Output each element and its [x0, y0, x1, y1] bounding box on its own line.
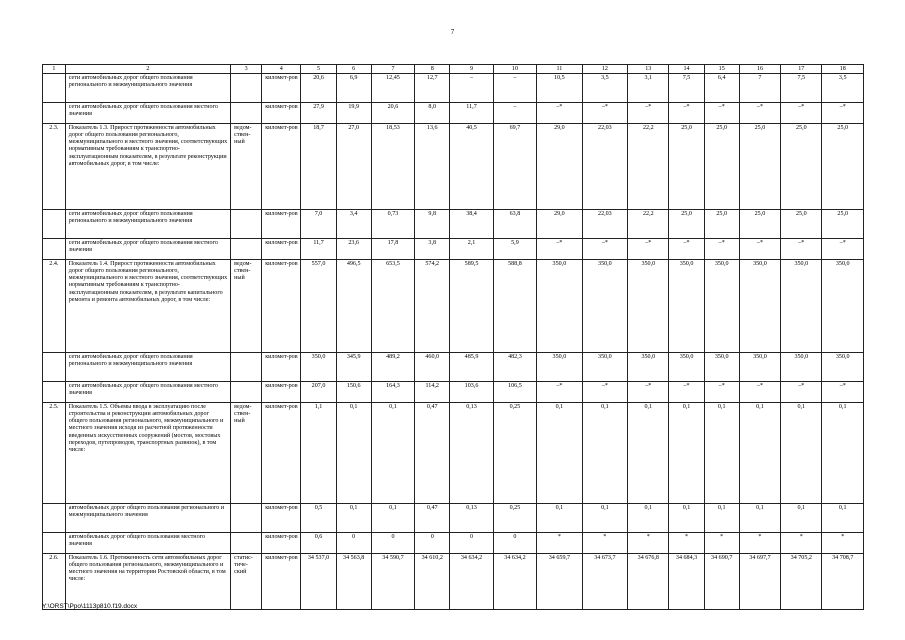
value-cell: 103,6: [450, 382, 493, 403]
indicator-name-cell: Показатель 1.6. Протяженность сети автомобильных дорог общего пользования регионального, межмуниципального и местного значения на территории Ростовской области, в том числе:: [65, 554, 230, 610]
value-cell: 25,0: [822, 210, 864, 239]
value-cell: 350,0: [301, 353, 336, 382]
value-cell: 350,0: [582, 260, 627, 353]
value-cell: 34 708,7: [822, 554, 864, 610]
column-number-row: [43, 65, 864, 74]
column-number-cell: 18: [822, 65, 864, 74]
value-cell: *: [582, 533, 627, 554]
value-cell: –*: [537, 103, 582, 124]
page-number: 7: [450, 28, 455, 36]
value-cell: 34 590,7: [371, 554, 414, 610]
value-cell: 0,73: [371, 210, 414, 239]
value-cell: 40,5: [450, 124, 493, 210]
row-number-cell: [43, 533, 66, 554]
value-cell: 0,1: [336, 504, 371, 533]
value-cell: –*: [669, 103, 704, 124]
value-cell: 12,7: [415, 74, 450, 103]
value-cell: 0,13: [450, 504, 493, 533]
value-cell: –*: [781, 103, 822, 124]
row-number-cell: 2.6.: [43, 554, 66, 610]
value-cell: 0,1: [669, 504, 704, 533]
value-cell: 7,5: [781, 74, 822, 103]
value-cell: 7,5: [669, 74, 704, 103]
value-cell: *: [739, 533, 780, 554]
indicator-name-cell: сети автомобильных дорог общего пользования местного значения: [65, 239, 230, 260]
unit-cell: километ-ров: [262, 260, 301, 353]
value-cell: 0,1: [739, 504, 780, 533]
row-number-cell: 2.3.: [43, 124, 66, 210]
value-cell: 25,0: [739, 124, 780, 210]
value-cell: 7,0: [301, 210, 336, 239]
value-cell: 0: [336, 533, 371, 554]
unit-cell: километ-ров: [262, 382, 301, 403]
value-cell: 0: [450, 533, 493, 554]
value-cell: 34 563,8: [336, 554, 371, 610]
table-row: [43, 74, 864, 103]
value-cell: –*: [628, 103, 669, 124]
value-cell: 557,0: [301, 260, 336, 353]
value-cell: 496,5: [336, 260, 371, 353]
table-row: [43, 210, 864, 239]
data-source-cell: [231, 353, 262, 382]
value-cell: 20,6: [371, 103, 414, 124]
value-cell: 38,4: [450, 210, 493, 239]
row-number-cell: 2.5.: [43, 403, 66, 504]
value-cell: 0,1: [371, 403, 414, 504]
data-source-cell: [231, 382, 262, 403]
column-number-cell: 3: [231, 65, 262, 74]
data-source-cell: ведом-ствен-ный: [231, 260, 262, 353]
value-cell: 350,0: [582, 353, 627, 382]
value-cell: 27,0: [336, 124, 371, 210]
value-cell: 114,2: [415, 382, 450, 403]
data-source-cell: [231, 74, 262, 103]
table-row: [43, 260, 864, 353]
value-cell: 350,0: [704, 260, 739, 353]
indicator-name-cell: сети автомобильных дорог общего пользования местного значения: [65, 382, 230, 403]
indicator-name-cell: Показатель 1.3. Прирост протяженности автомобильных дорог общего пользования регионального, межмуниципального и местного значения, соответствующих нормативным требованиям к транспортно-эксплуатационным показателям, в результате реконструкции автомобильных дорог, в том числе:: [65, 124, 230, 210]
value-cell: 0,25: [493, 504, 536, 533]
value-cell: 25,0: [704, 124, 739, 210]
value-cell: 0,6: [301, 533, 336, 554]
value-cell: 0: [415, 533, 450, 554]
value-cell: 350,0: [628, 353, 669, 382]
value-cell: 460,0: [415, 353, 450, 382]
indicator-name-cell: Показатель 1.4. Прирост протяженности автомобильных дорог общего пользования регионального, межмуниципального и местного значения, соответствующих нормативным требованиям к транспортно-эксплуатационным показателям, в результате капитального ремонта и ремонта автомобильных дорог, в том числе:: [65, 260, 230, 353]
value-cell: 34 697,7: [739, 554, 780, 610]
unit-cell: километ-ров: [262, 239, 301, 260]
table-row: [43, 239, 864, 260]
column-number-cell: 1: [43, 65, 66, 74]
value-cell: 11,7: [450, 103, 493, 124]
data-source-cell: статис-тиче-ский: [231, 554, 262, 610]
value-cell: 27,9: [301, 103, 336, 124]
value-cell: 0,1: [822, 403, 864, 504]
unit-cell: километ-ров: [262, 210, 301, 239]
value-cell: 350,0: [669, 260, 704, 353]
value-cell: 350,0: [822, 260, 864, 353]
value-cell: 19,9: [336, 103, 371, 124]
value-cell: 0,1: [582, 403, 627, 504]
value-cell: 63,8: [493, 210, 536, 239]
indicator-name-cell: Показатель 1.5. Объемы ввода в эксплуатацию после строительства и реконструкции автомобильных дорог общего пользования регионального, межмуниципального и местного значения исходя из расчетной протяженности введенных искусственных сооружений (мостов, мостовых переходов, путепроводов, транспортных развязок), в том числе:: [65, 403, 230, 504]
column-number-cell: 5: [301, 65, 336, 74]
value-cell: 23,6: [336, 239, 371, 260]
row-number-cell: [43, 382, 66, 403]
value-cell: 0,13: [450, 403, 493, 504]
value-cell: 653,5: [371, 260, 414, 353]
column-number-cell: 7: [371, 65, 414, 74]
value-cell: 22,2: [628, 210, 669, 239]
value-cell: –*: [628, 239, 669, 260]
value-cell: 29,0: [537, 210, 582, 239]
indicators-table: [42, 64, 864, 610]
value-cell: –*: [669, 239, 704, 260]
value-cell: 34 659,7: [537, 554, 582, 610]
value-cell: 69,7: [493, 124, 536, 210]
column-number-cell: 10: [493, 65, 536, 74]
value-cell: 34 610,2: [415, 554, 450, 610]
value-cell: 6,4: [704, 74, 739, 103]
value-cell: 0,1: [582, 504, 627, 533]
value-cell: 25,0: [669, 124, 704, 210]
value-cell: –*: [537, 382, 582, 403]
value-cell: 17,8: [371, 239, 414, 260]
indicators-table-wrap: [42, 64, 864, 610]
value-cell: *: [704, 533, 739, 554]
value-cell: –*: [822, 103, 864, 124]
value-cell: 350,0: [739, 260, 780, 353]
value-cell: 0,1: [739, 403, 780, 504]
table-row: [43, 353, 864, 382]
indicator-name-cell: сети автомобильных дорог общего пользования регионального и межмуниципального значения: [65, 353, 230, 382]
value-cell: 3,8: [415, 239, 450, 260]
column-number-cell: 11: [537, 65, 582, 74]
data-source-cell: [231, 210, 262, 239]
value-cell: 29,0: [537, 124, 582, 210]
unit-cell: километ-ров: [262, 403, 301, 504]
value-cell: 25,0: [781, 210, 822, 239]
value-cell: 0,1: [628, 403, 669, 504]
value-cell: 34 634,2: [493, 554, 536, 610]
value-cell: 350,0: [669, 353, 704, 382]
value-cell: 2,1: [450, 239, 493, 260]
value-cell: *: [669, 533, 704, 554]
row-number-cell: [43, 103, 66, 124]
value-cell: 22,2: [628, 124, 669, 210]
value-cell: *: [781, 533, 822, 554]
value-cell: –*: [582, 103, 627, 124]
value-cell: –*: [822, 239, 864, 260]
table-row: [43, 103, 864, 124]
value-cell: 164,3: [371, 382, 414, 403]
value-cell: 0,1: [781, 403, 822, 504]
value-cell: 18,53: [371, 124, 414, 210]
value-cell: 350,0: [537, 353, 582, 382]
value-cell: –: [493, 103, 536, 124]
value-cell: 0,1: [704, 403, 739, 504]
indicator-name-cell: сети автомобильных дорог общего пользования регионального и межмуниципального значения: [65, 210, 230, 239]
value-cell: 0,1: [537, 403, 582, 504]
value-cell: 22,03: [582, 124, 627, 210]
table-row: [43, 403, 864, 504]
value-cell: 0: [371, 533, 414, 554]
value-cell: 0,1: [822, 504, 864, 533]
data-source-cell: [231, 504, 262, 533]
value-cell: 589,5: [450, 260, 493, 353]
value-cell: *: [822, 533, 864, 554]
value-cell: –*: [537, 239, 582, 260]
column-number-cell: 16: [739, 65, 780, 74]
value-cell: 5,9: [493, 239, 536, 260]
value-cell: 34 690,7: [704, 554, 739, 610]
value-cell: 0: [493, 533, 536, 554]
indicator-name-cell: автомобильных дорог общего пользования регионального и межмуниципального значения: [65, 504, 230, 533]
value-cell: 0,1: [669, 403, 704, 504]
value-cell: 34 676,8: [628, 554, 669, 610]
value-cell: –*: [669, 382, 704, 403]
value-cell: 22,03: [582, 210, 627, 239]
value-cell: 12,45: [371, 74, 414, 103]
value-cell: 34 684,3: [669, 554, 704, 610]
unit-cell: километ-ров: [262, 124, 301, 210]
value-cell: 10,5: [537, 74, 582, 103]
value-cell: 25,0: [669, 210, 704, 239]
value-cell: *: [628, 533, 669, 554]
value-cell: 25,0: [739, 210, 780, 239]
value-cell: 350,0: [781, 353, 822, 382]
value-cell: 25,0: [822, 124, 864, 210]
value-cell: 13,6: [415, 124, 450, 210]
value-cell: –*: [704, 103, 739, 124]
value-cell: 0,1: [628, 504, 669, 533]
value-cell: –: [493, 74, 536, 103]
unit-cell: километ-ров: [262, 74, 301, 103]
value-cell: –*: [739, 239, 780, 260]
value-cell: 1,1: [301, 403, 336, 504]
value-cell: 485,9: [450, 353, 493, 382]
column-number-cell: 2: [65, 65, 230, 74]
row-number-cell: [43, 353, 66, 382]
value-cell: 0,47: [415, 504, 450, 533]
value-cell: –*: [628, 382, 669, 403]
value-cell: 6,9: [336, 74, 371, 103]
column-number-cell: 15: [704, 65, 739, 74]
indicator-name-cell: сети автомобильных дорог общего пользования регионального и межмуниципального значения: [65, 74, 230, 103]
value-cell: 0,25: [493, 403, 536, 504]
unit-cell: километ-ров: [262, 554, 301, 610]
data-source-cell: ведом-ствен-ный: [231, 403, 262, 504]
value-cell: *: [537, 533, 582, 554]
value-cell: –*: [739, 382, 780, 403]
value-cell: 489,2: [371, 353, 414, 382]
value-cell: 0,1: [704, 504, 739, 533]
value-cell: 11,7: [301, 239, 336, 260]
value-cell: 106,5: [493, 382, 536, 403]
column-number-cell: 9: [450, 65, 493, 74]
value-cell: 0,5: [301, 504, 336, 533]
row-number-cell: [43, 239, 66, 260]
value-cell: 7: [739, 74, 780, 103]
value-cell: 0,1: [537, 504, 582, 533]
table-row: [43, 124, 864, 210]
value-cell: 8,0: [415, 103, 450, 124]
value-cell: 0,1: [336, 403, 371, 504]
value-cell: –*: [582, 239, 627, 260]
value-cell: –*: [739, 103, 780, 124]
value-cell: 25,0: [704, 210, 739, 239]
value-cell: 350,0: [739, 353, 780, 382]
value-cell: 0,47: [415, 403, 450, 504]
row-number-cell: [43, 210, 66, 239]
value-cell: 34 537,0: [301, 554, 336, 610]
value-cell: 150,6: [336, 382, 371, 403]
value-cell: 34 634,2: [450, 554, 493, 610]
column-number-cell: 4: [262, 65, 301, 74]
column-number-cell: 17: [781, 65, 822, 74]
data-source-cell: [231, 239, 262, 260]
value-cell: –*: [781, 382, 822, 403]
unit-cell: километ-ров: [262, 103, 301, 124]
value-cell: 25,0: [781, 124, 822, 210]
row-number-cell: 2.4.: [43, 260, 66, 353]
value-cell: 482,3: [493, 353, 536, 382]
value-cell: 588,8: [493, 260, 536, 353]
value-cell: 3,4: [336, 210, 371, 239]
value-cell: –*: [822, 382, 864, 403]
table-row: [43, 382, 864, 403]
data-source-cell: [231, 103, 262, 124]
value-cell: 0,1: [371, 504, 414, 533]
column-number-cell: 8: [415, 65, 450, 74]
value-cell: 207,0: [301, 382, 336, 403]
value-cell: 9,8: [415, 210, 450, 239]
unit-cell: километ-ров: [262, 504, 301, 533]
value-cell: 350,0: [822, 353, 864, 382]
value-cell: 3,5: [822, 74, 864, 103]
value-cell: –*: [582, 382, 627, 403]
value-cell: 0,1: [781, 504, 822, 533]
value-cell: 350,0: [537, 260, 582, 353]
value-cell: –*: [704, 382, 739, 403]
value-cell: 350,0: [781, 260, 822, 353]
value-cell: 350,0: [704, 353, 739, 382]
unit-cell: километ-ров: [262, 533, 301, 554]
value-cell: –*: [781, 239, 822, 260]
indicator-name-cell: автомобильных дорог общего пользования местного значения: [65, 533, 230, 554]
value-cell: 20,6: [301, 74, 336, 103]
unit-cell: километ-ров: [262, 353, 301, 382]
data-source-cell: [231, 533, 262, 554]
value-cell: 3,1: [628, 74, 669, 103]
row-number-cell: [43, 504, 66, 533]
value-cell: –: [450, 74, 493, 103]
value-cell: 345,9: [336, 353, 371, 382]
value-cell: 34 673,7: [582, 554, 627, 610]
indicator-name-cell: сети автомобильных дорог общего пользования местного значения: [65, 103, 230, 124]
value-cell: 574,2: [415, 260, 450, 353]
file-path-footer: Y:\ORST\Ppo\1113p810.f19.docx: [42, 603, 138, 610]
table-row: [43, 554, 864, 610]
value-cell: –*: [704, 239, 739, 260]
row-number-cell: [43, 74, 66, 103]
column-number-cell: 12: [582, 65, 627, 74]
value-cell: 34 705,2: [781, 554, 822, 610]
column-number-cell: 13: [628, 65, 669, 74]
table-body: [43, 65, 864, 610]
value-cell: 350,0: [628, 260, 669, 353]
table-row: [43, 533, 864, 554]
value-cell: 18,7: [301, 124, 336, 210]
data-source-cell: ведом-ствен-ный: [231, 124, 262, 210]
column-number-cell: 14: [669, 65, 704, 74]
column-number-cell: 6: [336, 65, 371, 74]
table-row: [43, 504, 864, 533]
value-cell: 3,5: [582, 74, 627, 103]
